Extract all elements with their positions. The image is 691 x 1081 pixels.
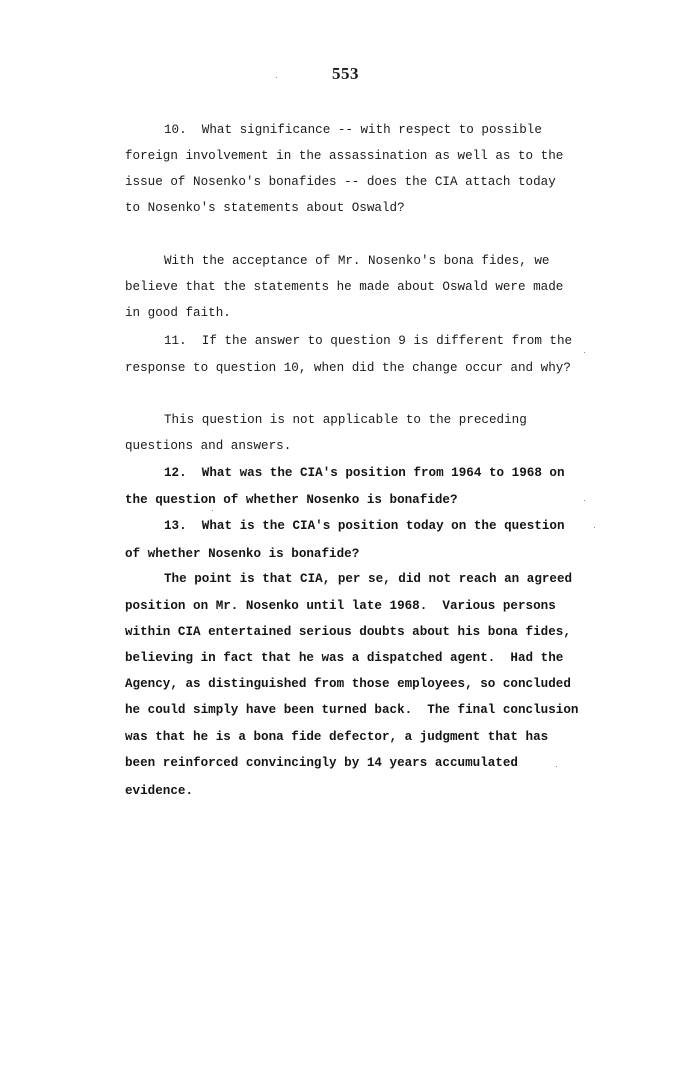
question-10-line-4: to Nosenko's statements about Oswald? bbox=[125, 201, 405, 215]
question-11-line-2: response to question 10, when did the change occur and why? bbox=[125, 361, 571, 375]
question-10-line-3: issue of Nosenko's bonafides -- does the CIA attach today bbox=[125, 175, 556, 189]
question-13-line-2: of whether Nosenko is bonafide? bbox=[125, 547, 360, 561]
answer-13-line-8: been reinforced convincingly by 14 years accumulated bbox=[125, 756, 518, 770]
answer-13-line-1: The point is that CIA, per se, did not reach an agreed bbox=[164, 572, 573, 586]
answer-13-line-9: evidence. bbox=[125, 784, 194, 798]
question-12-line-1: 12. What was the CIA's position from 1964 to 1968 on bbox=[164, 466, 565, 480]
page-number: 553 bbox=[332, 64, 359, 83]
question-13-line-1: 13. What is the CIA's position today on the question bbox=[164, 519, 565, 533]
answer-13-line-7: was that he is a bona fide defector, a judgment that has bbox=[125, 730, 549, 744]
question-10-line-1: 10. What significance -- with respect to possible bbox=[164, 123, 542, 137]
scan-speck bbox=[556, 766, 557, 767]
answer-13-line-5: Agency, as distinguished from those employees, so concluded bbox=[125, 677, 571, 691]
question-10-line-2: foreign involvement in the assassination as well as to the bbox=[125, 149, 564, 163]
answer-10-line-2: believe that the statements he made about Oswald were made bbox=[125, 280, 564, 294]
answer-13-line-6: he could simply have been turned back. The final conclusion bbox=[125, 703, 579, 717]
question-12-line-2: the question of whether Nosenko is bonafide? bbox=[125, 493, 458, 507]
scan-speck bbox=[584, 500, 585, 501]
answer-13-line-4: believing in fact that he was a dispatched agent. Had the bbox=[125, 651, 564, 665]
scan-speck bbox=[276, 77, 277, 78]
answer-11-line-1: This question is not applicable to the preceding bbox=[164, 413, 527, 427]
answer-10-line-3: in good faith. bbox=[125, 306, 231, 320]
answer-13-line-3: within CIA entertained serious doubts about his bona fides, bbox=[125, 625, 571, 639]
scan-speck bbox=[212, 510, 213, 511]
answer-11-line-2: questions and answers. bbox=[125, 439, 292, 453]
scan-speck bbox=[594, 527, 595, 528]
question-11-line-1: 11. If the answer to question 9 is different from the bbox=[164, 334, 573, 348]
answer-10-line-1: With the acceptance of Mr. Nosenko's bona fides, we bbox=[164, 254, 550, 268]
scan-speck bbox=[584, 352, 585, 353]
answer-13-line-2: position on Mr. Nosenko until late 1968. Various persons bbox=[125, 599, 556, 613]
